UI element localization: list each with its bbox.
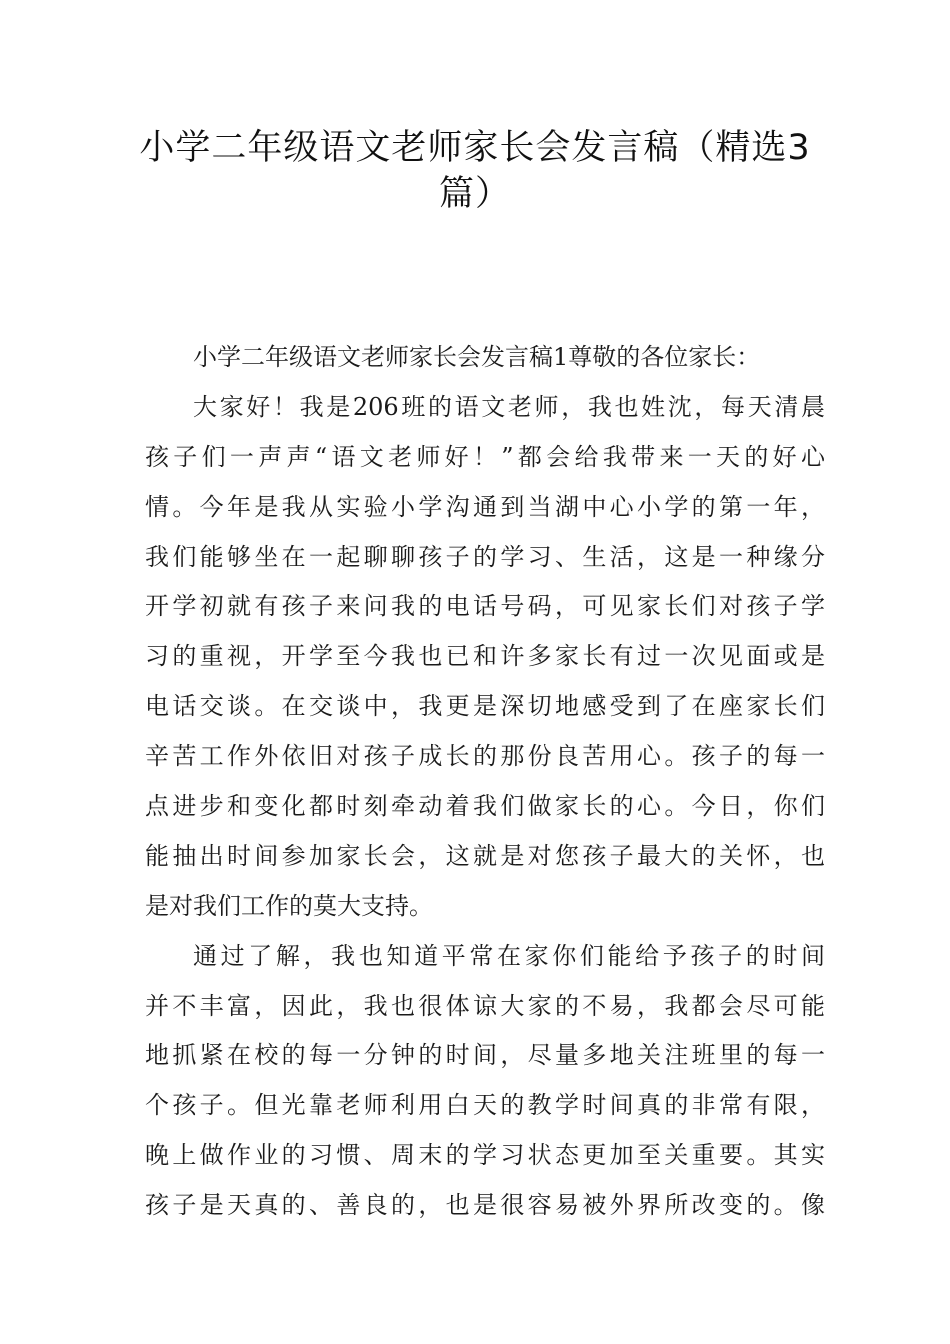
paragraph-line: 情。今年是我从实验小学沟通到当湖中心小学的第一年，: [145, 492, 825, 521]
paragraph-line: 辛苦工作外依旧对孩子成长的那份良苦用心。孩子的每一: [145, 742, 825, 771]
paragraph-line: 习的重视，开学至今我也已和许多家长有过一次见面或是: [145, 642, 825, 671]
paragraph-line: 是对我们工作的莫大支持。: [145, 891, 433, 920]
paragraph-line: 能抽出时间参加家长会，这就是对您孩子最大的关怀，也: [145, 841, 825, 870]
paragraph-line: 并不丰富，因此，我也很体谅大家的不易，我都会尽可能: [145, 991, 825, 1020]
document-title: [120, 125, 830, 217]
title-line: 小学二年级语文老师家长会发言稿（精选3: [139, 128, 811, 168]
paragraph-line: 地抓紧在校的每一分钟的时间，尽量多地关注班里的每一: [145, 1041, 825, 1070]
paragraph-line: 大家好！我是206班的语文老师，我也姓沈，每天清晨: [193, 392, 825, 421]
paragraph-line: 个孩子。但光靠老师利用白天的教学时间真的非常有限，: [145, 1091, 825, 1120]
paragraph-line: 点进步和变化都时刻牵动着我们做家长的心。今日，你们: [145, 792, 825, 821]
paragraph-line: 晚上做作业的习惯、周末的学习状态更加至关重要。其实: [145, 1141, 825, 1170]
paragraph-line: 通过了解，我也知道平常在家你们能给予孩子的时间: [193, 941, 825, 970]
paragraph-line: 我们能够坐在一起聊聊孩子的学习、生活，这是一种缘分: [145, 542, 825, 571]
document-body: [145, 333, 825, 1231]
paragraph-line: 电话交谈。在交谈中，我更是深切地感受到了在座家长们: [145, 692, 825, 721]
paragraph-line: 孩子是天真的、善良的，也是很容易被外界所改变的。像: [145, 1191, 825, 1220]
paragraph-line: 孩子们一声声“语文老师好！”都会给我带来一天的好心: [145, 442, 825, 471]
paragraph-line: 小学二年级语文老师家长会发言稿1尊敬的各位家长：: [193, 343, 761, 371]
title-line: 篇）: [438, 174, 511, 214]
paragraph-line: 开学初就有孩子来问我的电话号码，可见家长们对孩子学: [145, 592, 825, 621]
